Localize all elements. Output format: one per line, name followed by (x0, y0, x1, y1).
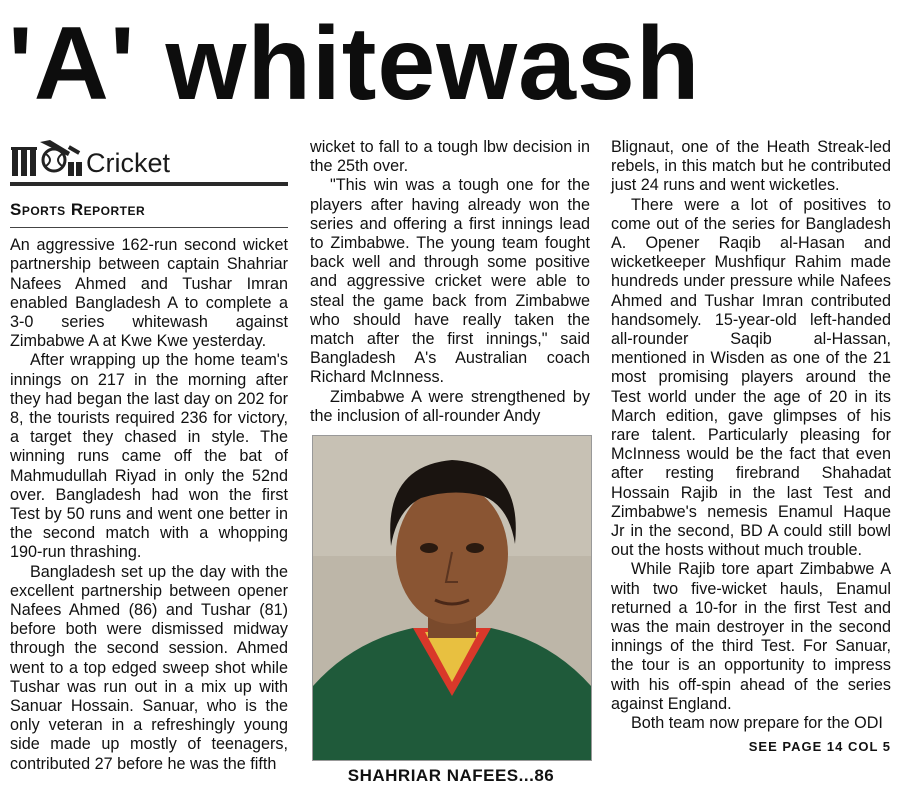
photo-caption: SHAHRIAR NAFEES...86 (347, 766, 555, 785)
paragraph: An aggressive 162-run second wicket partnership between captain Shahriar Nafees Ahmed and Tushar Imran enabled Bangladesh A to complete a 3-0 series whitewash against Zimbabwe A at Kwe Kwe yesterday. (10, 236, 288, 351)
paragraph: There were a lot of positives to come out of the series for Bangladesh A. Opener Raqib al-Hasan and wicketkeeper Mushfiqur Rahim made hundreds under pressure while Nafees Ahmed and Tushar Imran contributed handsomely. 15-year-old left-handed all-rounder Saqib al-Hassan, mentioned in Wisden as one of the 21 most promising players around the Test world under the age of 20 in its March edition, gave glimpses of his rare talent. Particularly pleasing for McInness would be the fact that even after resting firebrand Shahadat Hossain Rajib in the last Test and Zimbabwe's nemesis Enamul Haque Jr in the second, BD A could still bowl out the hosts without much trouble. (611, 195, 891, 560)
section-header (10, 140, 288, 186)
paragraph: "This win was a tough one for the players after having already won the series and offering a first innings lead to Zimbabwe. The young team fought back well and through some positive and aggressive cricket were able to steal the game back from Zimbabwe who should have really taken the match after the first innings," said Bangladesh A's Australian coach Richard McInness. (310, 176, 590, 387)
headline: 'A' whitewash (8, 6, 701, 122)
article-column-3 (611, 138, 891, 757)
paragraph: Both team now prepare for the ODI (631, 714, 883, 733)
paragraph: After wrapping up the home team's innings on 217 in the morning after they had began the last day on 202 for 8, the tourists required 236 for victory, a target they chased in style. The winning runs came off the bat of Mahmudullah Riyad in only the 52nd over. Bangladesh had won the first Test by 50 runs and went one better in the second match with a whopping 190-run thrashing. (10, 351, 288, 562)
paragraph: Blignaut, one of the Heath Streak-led rebels, in this match but he contributed just 24 runs and went wicketles. (611, 138, 891, 195)
paragraph: wicket to fall to a tough lbw decision in the 25th over. (310, 138, 590, 176)
article-column-2 (310, 138, 590, 426)
byline: Sports Reporter (10, 200, 288, 228)
jump-line: SEE PAGE 14 COL 5 (748, 739, 891, 755)
section-label: Cricket (86, 148, 171, 178)
paragraph: Zimbabwe A were strengthened by the inclusion of all-rounder Andy (310, 387, 590, 425)
paragraph: Bangladesh set up the day with the excellent partnership between opener Nafees Ahmed (86) and Tushar (81) before both were dismissed midway through the second session. Ahmed went to a top edged sweep shot while Tushar was run out in a mix up with Sanuar Hossain. Sanuar, who is the only veteran in a refreshingly young side made up mostly of teenagers, contributed 27 before he was the fifth (10, 562, 288, 773)
cricket-bat-ball-stumps-icon (10, 138, 82, 178)
article-column-1 (10, 140, 288, 774)
player-photo (312, 435, 592, 761)
portrait-image (313, 436, 591, 760)
paragraph: While Rajib tore apart Zimbabwe A with two five-wicket hauls, Enamul returned a 10-for in the first Test and was the main destroyer in the second innings of the third Test. For Sanuar, the tour is an opportunity to impress with his off-spin ahead of the series against England. (611, 560, 891, 713)
